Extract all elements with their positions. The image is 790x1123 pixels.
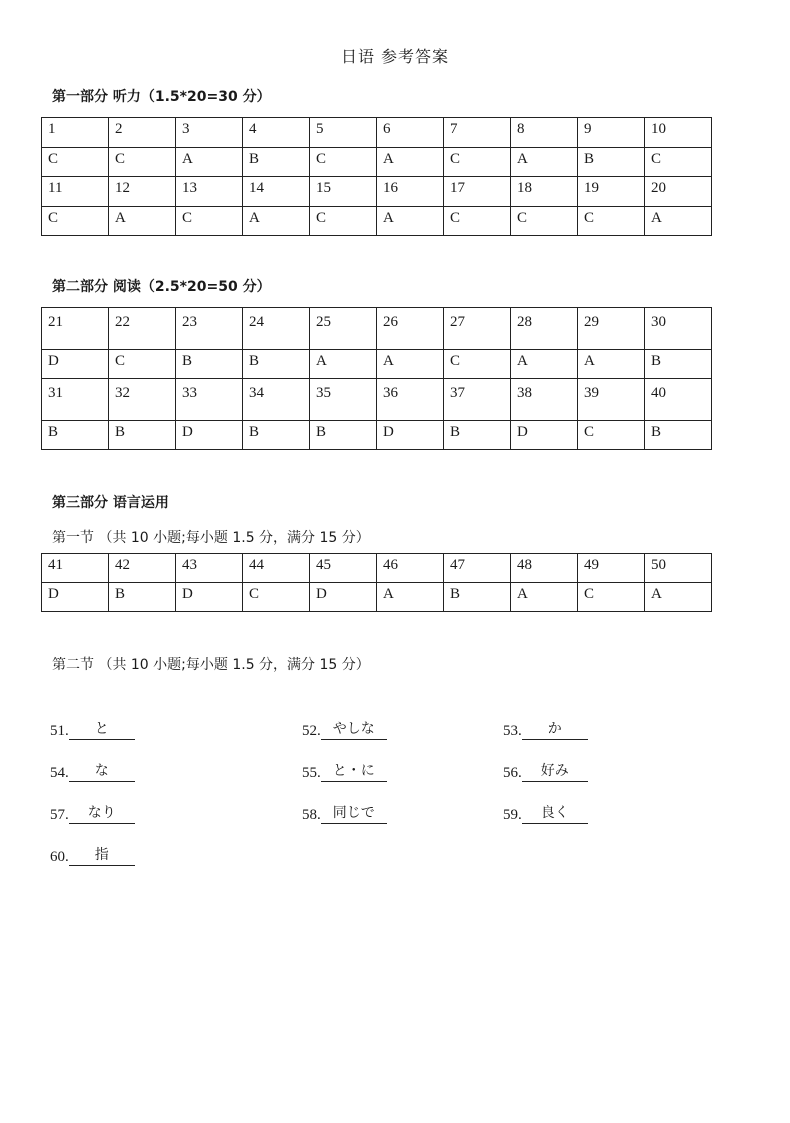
- fill-blank-item: [50, 844, 135, 866]
- question-number-cell: 21: [42, 308, 109, 350]
- fill-blank-item: [302, 760, 387, 782]
- answer-cell: C: [310, 147, 377, 177]
- answer-cell: C: [511, 206, 578, 236]
- answer-cell: D: [176, 583, 243, 612]
- answer-cell: C: [310, 206, 377, 236]
- fill-blank-item: [503, 718, 588, 740]
- part2-row-2: [42, 350, 712, 379]
- part3-section1-answer-table: [41, 553, 712, 612]
- document-title: 日语 参考答案: [340, 47, 450, 66]
- answer-cell: D: [377, 421, 444, 450]
- answer-cell: C: [444, 350, 511, 379]
- answer-cell: C: [109, 147, 176, 177]
- question-number-cell: 14: [243, 177, 310, 207]
- blank-answer: と・に: [321, 762, 387, 782]
- answer-cell: B: [578, 147, 645, 177]
- answer-cell: C: [578, 206, 645, 236]
- blank-answer: 好み: [522, 762, 588, 782]
- part2-row-1: [42, 308, 712, 350]
- question-number-cell: 9: [578, 118, 645, 148]
- fill-blank-item: [503, 760, 588, 782]
- question-number-cell: 28: [511, 308, 578, 350]
- answer-cell: B: [109, 583, 176, 612]
- question-number-cell: 35: [310, 379, 377, 421]
- answer-cell: A: [645, 583, 712, 612]
- blank-answer: と: [69, 720, 135, 740]
- question-number-cell: 37: [444, 379, 511, 421]
- blank-number: 58.: [302, 807, 321, 823]
- question-number-cell: 45: [310, 554, 377, 583]
- blank-number: 51.: [50, 723, 69, 739]
- fill-blank-item: [302, 802, 387, 824]
- question-number-cell: 29: [578, 308, 645, 350]
- question-number-cell: 4: [243, 118, 310, 148]
- part1-row-1: [42, 118, 712, 148]
- fill-blank-item: [503, 802, 588, 824]
- question-number-cell: 12: [109, 177, 176, 207]
- blank-answer: な: [69, 762, 135, 782]
- answer-cell: D: [310, 583, 377, 612]
- answer-cell: A: [511, 583, 578, 612]
- answer-cell: C: [42, 147, 109, 177]
- answer-cell: A: [511, 147, 578, 177]
- question-number-cell: 24: [243, 308, 310, 350]
- blank-number: 54.: [50, 765, 69, 781]
- question-number-cell: 2: [109, 118, 176, 148]
- answer-cell: A: [377, 350, 444, 379]
- part1-table-body: [42, 118, 712, 236]
- part3-row-2: [42, 583, 712, 612]
- answer-cell: B: [176, 350, 243, 379]
- part2-heading: 第二部分 阅读（2.5*20=50 分）: [52, 279, 271, 295]
- blank-answer: 良く: [522, 804, 588, 824]
- answer-cell: B: [243, 147, 310, 177]
- question-number-cell: 48: [511, 554, 578, 583]
- question-number-cell: 49: [578, 554, 645, 583]
- question-number-cell: 18: [511, 177, 578, 207]
- answer-cell: A: [243, 206, 310, 236]
- blank-number: 57.: [50, 807, 69, 823]
- part2-row-4: [42, 421, 712, 450]
- answer-cell: B: [310, 421, 377, 450]
- part2-answer-table: [41, 307, 712, 450]
- question-number-cell: 22: [109, 308, 176, 350]
- answer-cell: C: [42, 206, 109, 236]
- answer-cell: B: [645, 421, 712, 450]
- blank-answer: なり: [69, 804, 135, 824]
- answer-cell: B: [109, 421, 176, 450]
- answer-cell: B: [645, 350, 712, 379]
- question-number-cell: 8: [511, 118, 578, 148]
- answer-cell: A: [377, 147, 444, 177]
- part1-row-3: [42, 177, 712, 207]
- question-number-cell: 30: [645, 308, 712, 350]
- question-number-cell: 47: [444, 554, 511, 583]
- answer-cell: C: [109, 350, 176, 379]
- question-number-cell: 44: [243, 554, 310, 583]
- blank-number: 60.: [50, 849, 69, 865]
- answer-cell: A: [578, 350, 645, 379]
- part1-row-2: [42, 147, 712, 177]
- question-number-cell: 1: [42, 118, 109, 148]
- question-number-cell: 6: [377, 118, 444, 148]
- answer-cell: B: [444, 583, 511, 612]
- answer-cell: D: [42, 350, 109, 379]
- question-number-cell: 31: [42, 379, 109, 421]
- answer-cell: A: [645, 206, 712, 236]
- question-number-cell: 5: [310, 118, 377, 148]
- question-number-cell: 19: [578, 177, 645, 207]
- part3-table-body: [42, 554, 712, 612]
- part3-section1-heading: 第一节 （共 10 小题;每小题 1.5 分，满分 15 分）: [52, 530, 370, 546]
- answer-cell: C: [578, 421, 645, 450]
- blank-number: 59.: [503, 807, 522, 823]
- answer-cell: A: [109, 206, 176, 236]
- part1-answer-table: [41, 117, 712, 236]
- blank-number: 53.: [503, 723, 522, 739]
- blank-answer: やしな: [321, 720, 387, 740]
- part3-heading: 第三部分 语言运用: [52, 495, 169, 511]
- fill-blank-item: [302, 718, 387, 740]
- question-number-cell: 41: [42, 554, 109, 583]
- fill-blank-item: [50, 718, 135, 740]
- question-number-cell: 15: [310, 177, 377, 207]
- question-number-cell: 43: [176, 554, 243, 583]
- fill-blank-item: [50, 802, 135, 824]
- blank-answer: 同じで: [321, 804, 387, 824]
- question-number-cell: 50: [645, 554, 712, 583]
- question-number-cell: 38: [511, 379, 578, 421]
- question-number-cell: 20: [645, 177, 712, 207]
- part2-row-3: [42, 379, 712, 421]
- question-number-cell: 23: [176, 308, 243, 350]
- question-number-cell: 16: [377, 177, 444, 207]
- question-number-cell: 11: [42, 177, 109, 207]
- answer-cell: D: [511, 421, 578, 450]
- part1-heading: 第一部分 听力（1.5*20=30 分）: [52, 89, 271, 105]
- answer-cell: C: [444, 206, 511, 236]
- question-number-cell: 33: [176, 379, 243, 421]
- question-number-cell: 26: [377, 308, 444, 350]
- answer-cell: A: [511, 350, 578, 379]
- question-number-cell: 32: [109, 379, 176, 421]
- answer-cell: D: [42, 583, 109, 612]
- answer-cell: B: [444, 421, 511, 450]
- answer-cell: C: [176, 206, 243, 236]
- question-number-cell: 46: [377, 554, 444, 583]
- answer-cell: B: [243, 350, 310, 379]
- question-number-cell: 10: [645, 118, 712, 148]
- answer-cell: B: [243, 421, 310, 450]
- question-number-cell: 36: [377, 379, 444, 421]
- part1-row-4: [42, 206, 712, 236]
- question-number-cell: 17: [444, 177, 511, 207]
- question-number-cell: 27: [444, 308, 511, 350]
- question-number-cell: 39: [578, 379, 645, 421]
- part3-row-1: [42, 554, 712, 583]
- answer-cell: A: [176, 147, 243, 177]
- answer-cell: C: [578, 583, 645, 612]
- blank-answer: か: [522, 720, 588, 740]
- blank-number: 56.: [503, 765, 522, 781]
- answer-cell: D: [176, 421, 243, 450]
- answer-cell: C: [645, 147, 712, 177]
- question-number-cell: 34: [243, 379, 310, 421]
- answer-cell: B: [42, 421, 109, 450]
- part2-table-body: [42, 308, 712, 450]
- question-number-cell: 3: [176, 118, 243, 148]
- blank-answer: 指: [69, 846, 135, 866]
- question-number-cell: 7: [444, 118, 511, 148]
- blank-number: 55.: [302, 765, 321, 781]
- question-number-cell: 13: [176, 177, 243, 207]
- question-number-cell: 42: [109, 554, 176, 583]
- answer-cell: A: [377, 206, 444, 236]
- blank-number: 52.: [302, 723, 321, 739]
- question-number-cell: 40: [645, 379, 712, 421]
- fill-blank-item: [50, 760, 135, 782]
- part3-section2-heading: 第二节 （共 10 小题;每小题 1.5 分，满分 15 分）: [52, 657, 370, 673]
- answer-cell: A: [377, 583, 444, 612]
- answer-cell: A: [310, 350, 377, 379]
- question-number-cell: 25: [310, 308, 377, 350]
- answer-cell: C: [444, 147, 511, 177]
- answer-cell: C: [243, 583, 310, 612]
